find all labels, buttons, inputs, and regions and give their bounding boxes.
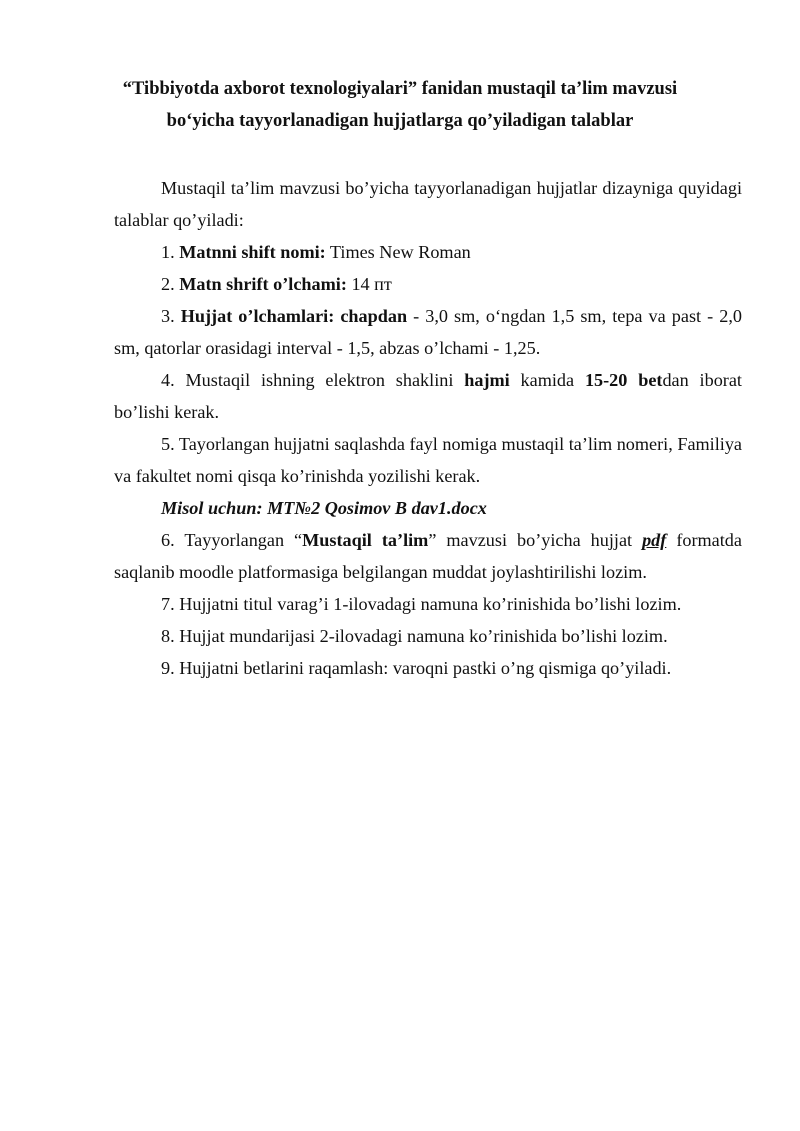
example-line bbox=[114, 492, 742, 524]
intro-paragraph: Mustaqil ta’lim mavzusi bo’yicha tayyorlanadigan hujjatlar dizayniga quyidagi talablar qo’yiladi: bbox=[114, 178, 742, 230]
item-6-pdf: pdf bbox=[642, 530, 667, 550]
document-title bbox=[80, 73, 720, 137]
item-6-pre: 6. Tayyorlangan “ bbox=[161, 530, 303, 550]
requirement-item-6 bbox=[114, 524, 742, 588]
item-6-mid: ” mavzusi bo’yicha hujjat bbox=[428, 530, 643, 550]
requirement-item-3 bbox=[114, 300, 742, 364]
item-3-number: 3. bbox=[161, 306, 181, 326]
requirement-item-4 bbox=[114, 364, 742, 428]
example-filename: MT№2 Qosimov B dav1.docx bbox=[267, 498, 487, 518]
example-label: Misol uchun: bbox=[161, 498, 263, 518]
item-1-label: Matnni shift nomi: bbox=[179, 242, 326, 262]
item-6-post: formatda saqlanib moodle platformasiga belgilangan muddat joylashtirilishi lozim. bbox=[114, 530, 742, 582]
item-4-mid: kamida bbox=[509, 370, 585, 390]
requirement-item-5: 5. Tayorlangan hujjatni saqlashda fayl nomiga mustaqil ta’lim nomeri, Familiya va fakultet nomi qisqa ko’rinishda yozilishi kerak. bbox=[114, 434, 742, 486]
item-4-bold-volume: hajmi bbox=[464, 370, 510, 390]
item-3-label: Hujjat o’lchamlari: chapdan bbox=[180, 306, 408, 326]
item-4-pre: 4. Mustaqil ishning elektron shaklini bbox=[161, 370, 465, 390]
requirement-item-8: 8. Hujjat mundarijasi 2-ilovadagi namuna ko’rinishida bo’lishi lozim. bbox=[161, 626, 668, 646]
requirement-item-2 bbox=[114, 268, 742, 300]
item-2-label: Matn shrift o’lchami: bbox=[179, 274, 347, 294]
item-4-post: dan iborat bo’lishi kerak. bbox=[114, 370, 742, 422]
requirement-item-9: 9. Hujjatni betlarini raqamlash: varoqni pastki o’ng qismiga qo’yiladi. bbox=[161, 658, 672, 678]
document-body bbox=[114, 172, 742, 684]
item-2-number: 2. bbox=[161, 274, 180, 294]
item-3-text: - 3,0 sm, o‘ngdan 1,5 sm, tepa va past - 2,0 sm, qatorlar orasidagi interval - 1,5, abzas o’lchami - 1,25. bbox=[114, 306, 742, 358]
title-line-1: “Tibbiyotda axborot texnologiyalari” fanidan mustaqil ta’lim mavzusi bbox=[122, 79, 678, 99]
requirement-item-1 bbox=[114, 236, 742, 268]
item-6-bold-title: Mustaqil ta’lim bbox=[302, 530, 429, 550]
item-1-number: 1. bbox=[161, 242, 180, 262]
requirement-item-7: 7. Hujjatni titul varag’i 1-ilovadagi namuna ko’rinishida bo’lishi lozim. bbox=[161, 594, 682, 614]
item-1-text: Times New Roman bbox=[325, 242, 471, 262]
item-2-text: 14 пт bbox=[346, 274, 392, 294]
title-line-2: bo‘yicha tayyorlanadigan hujjatlarga qo’yiladigan talablar bbox=[166, 111, 634, 131]
item-4-bold-pages: 15-20 bet bbox=[584, 370, 663, 390]
